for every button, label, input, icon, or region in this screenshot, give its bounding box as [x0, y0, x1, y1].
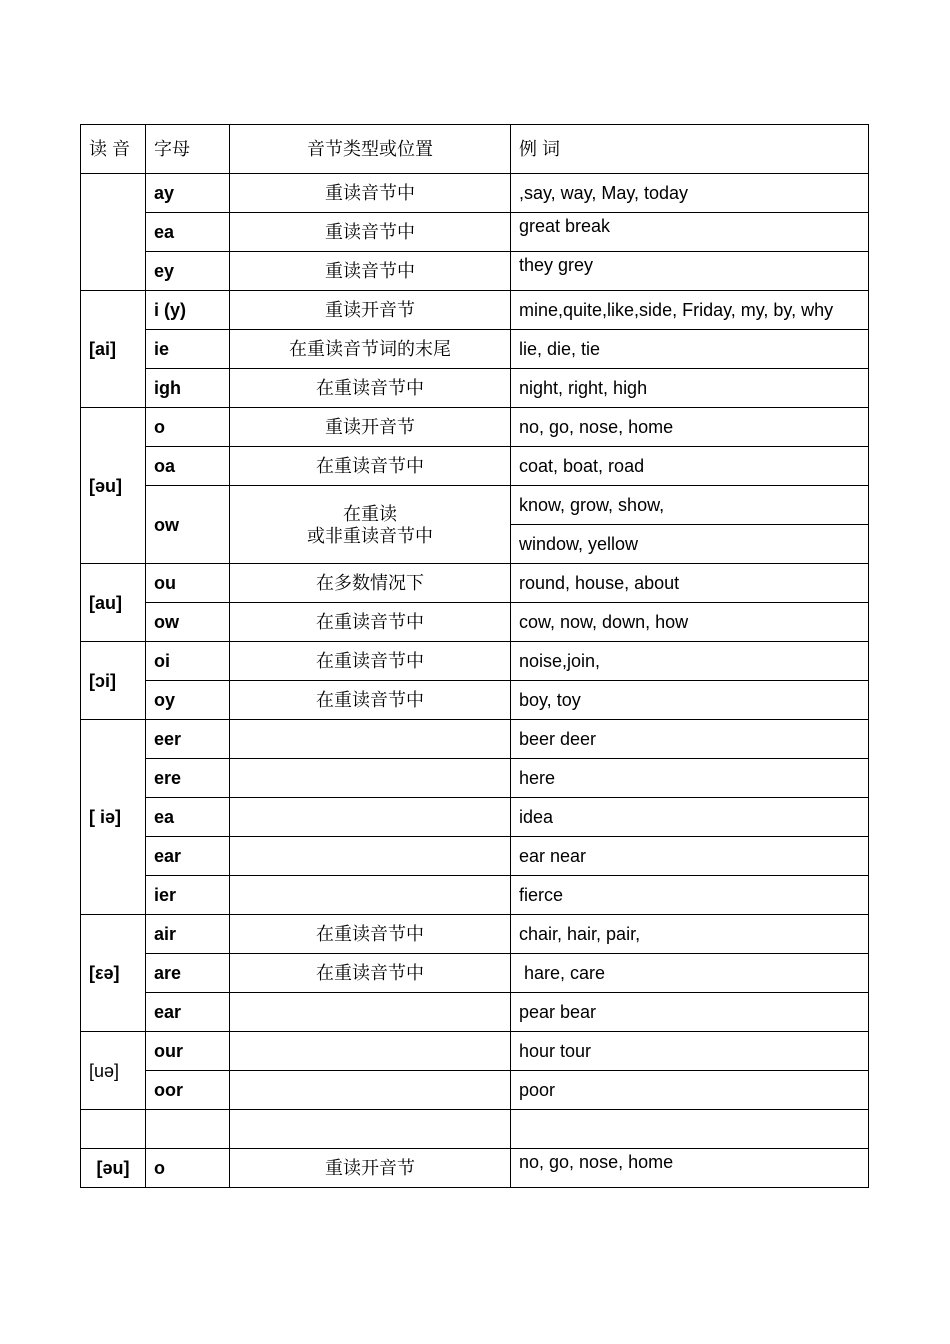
letters-cell: igh: [146, 369, 230, 408]
letters-cell: i (y): [146, 291, 230, 330]
table-row: [81, 369, 869, 408]
examples-cell: no, go, nose, home: [511, 408, 869, 447]
position-cell: 在重读音节中: [230, 369, 511, 408]
position-cell: 重读开音节: [230, 1149, 511, 1188]
position-cell: 重读开音节: [230, 408, 511, 447]
table-row: [81, 564, 869, 603]
table-row: [81, 993, 869, 1032]
letters-cell: ear: [146, 993, 230, 1032]
position-cell: [230, 837, 511, 876]
examples-cell: boy, toy: [511, 681, 869, 720]
table-row: [81, 603, 869, 642]
letters-cell: ear: [146, 837, 230, 876]
position-cell: [230, 993, 511, 1032]
letters-cell: ow: [146, 486, 230, 564]
position-cell: [230, 759, 511, 798]
sound-cell: [εə]: [81, 915, 146, 1032]
position-cell: [230, 1032, 511, 1071]
letters-cell: ea: [146, 798, 230, 837]
position-cell: 在重读音节中: [230, 954, 511, 993]
examples-cell: night, right, high: [511, 369, 869, 408]
letters-cell: eer: [146, 720, 230, 759]
table-row: [81, 486, 869, 525]
examples-cell: ear near: [511, 837, 869, 876]
position-cell: 在重读音节中: [230, 447, 511, 486]
table-row: [81, 330, 869, 369]
position-cell: 重读开音节: [230, 291, 511, 330]
letters-cell: ier: [146, 876, 230, 915]
position-cell: 重读音节中: [230, 252, 511, 291]
header-letters: 字母: [146, 125, 230, 174]
position-line: 在重读: [343, 503, 397, 524]
table-header-row: [81, 125, 869, 174]
examples-cell: beer deer: [511, 720, 869, 759]
letters-cell: o: [146, 408, 230, 447]
examples-cell: no, go, nose, home: [511, 1149, 869, 1188]
position-cell: 在重读音节词的末尾: [230, 330, 511, 369]
position-cell: 在重读音节中: [230, 642, 511, 681]
position-cell: 在重读音节中: [230, 681, 511, 720]
sound-cell: [uə]: [81, 1032, 146, 1110]
examples-cell: fierce: [511, 876, 869, 915]
sound-cell: [81, 1110, 146, 1149]
position-cell: [230, 876, 511, 915]
letters-cell: are: [146, 954, 230, 993]
header-position: 音节类型或位置: [230, 125, 511, 174]
position-cell: [230, 798, 511, 837]
position-line: 或非重读音节中: [307, 525, 433, 546]
examples-cell: idea: [511, 798, 869, 837]
sound-cell: [əu]: [81, 1149, 146, 1188]
letters-cell: ay: [146, 174, 230, 213]
table-row: [81, 213, 869, 252]
position-cell: [230, 486, 511, 564]
letters-cell: ie: [146, 330, 230, 369]
position-cell: [230, 1110, 511, 1149]
table-row: [81, 954, 869, 993]
examples-cell: hour tour: [511, 1032, 869, 1071]
header-examples: 例 词: [511, 125, 869, 174]
table-row: [81, 876, 869, 915]
position-cell: 在重读音节中: [230, 603, 511, 642]
table-row: [81, 681, 869, 720]
examples-cell: coat, boat, road: [511, 447, 869, 486]
phonics-table: [80, 124, 869, 1188]
examples-cell: chair, hair, pair,: [511, 915, 869, 954]
examples-cell: [511, 1110, 869, 1149]
sound-cell: [ iə]: [81, 720, 146, 915]
table-row: [81, 759, 869, 798]
letters-cell: oor: [146, 1071, 230, 1110]
position-cell: 重读音节中: [230, 174, 511, 213]
examples-cell: great break: [511, 213, 869, 252]
position-cell: 在多数情况下: [230, 564, 511, 603]
sound-cell: [əu]: [81, 408, 146, 564]
examples-cell: here: [511, 759, 869, 798]
sound-cell: [au]: [81, 564, 146, 642]
examples-cell: know, grow, show,: [511, 486, 869, 525]
letters-cell: oa: [146, 447, 230, 486]
letters-cell: our: [146, 1032, 230, 1071]
table-row: [81, 174, 869, 213]
examples-cell: noise,join,: [511, 642, 869, 681]
letters-cell: ow: [146, 603, 230, 642]
letters-cell: [146, 1110, 230, 1149]
table-row: [81, 1032, 869, 1071]
table-row: [81, 837, 869, 876]
table-row-empty: [81, 1110, 869, 1149]
table-row: [81, 1149, 869, 1188]
examples-cell: hare, care: [511, 954, 869, 993]
table-row: [81, 408, 869, 447]
table-row: [81, 642, 869, 681]
examples-cell: round, house, about: [511, 564, 869, 603]
letters-cell: air: [146, 915, 230, 954]
sound-cell: [81, 174, 146, 291]
sound-cell: [ɔi]: [81, 642, 146, 720]
table-row: [81, 798, 869, 837]
position-cell: 在重读音节中: [230, 915, 511, 954]
table-row: [81, 447, 869, 486]
examples-cell: ,say, way, May, today: [511, 174, 869, 213]
examples-cell: window, yellow: [511, 525, 869, 564]
letters-cell: ere: [146, 759, 230, 798]
sound-cell: [ai]: [81, 291, 146, 408]
letters-cell: oi: [146, 642, 230, 681]
letters-cell: oy: [146, 681, 230, 720]
letters-cell: ea: [146, 213, 230, 252]
letters-cell: o: [146, 1149, 230, 1188]
examples-cell: they grey: [511, 252, 869, 291]
examples-cell: mine,quite,like,side, Friday, my, by, why: [511, 291, 869, 330]
table-row: [81, 915, 869, 954]
table-row: [81, 291, 869, 330]
letters-cell: ey: [146, 252, 230, 291]
letters-cell: ou: [146, 564, 230, 603]
examples-cell: cow, now, down, how: [511, 603, 869, 642]
table-row: [81, 720, 869, 759]
examples-cell: pear bear: [511, 993, 869, 1032]
position-cell: [230, 1071, 511, 1110]
position-cell: [230, 720, 511, 759]
table-row: [81, 1071, 869, 1110]
position-cell: 重读音节中: [230, 213, 511, 252]
header-sound: 读 音: [81, 125, 146, 174]
examples-cell: lie, die, tie: [511, 330, 869, 369]
table-row: [81, 252, 869, 291]
examples-cell: poor: [511, 1071, 869, 1110]
